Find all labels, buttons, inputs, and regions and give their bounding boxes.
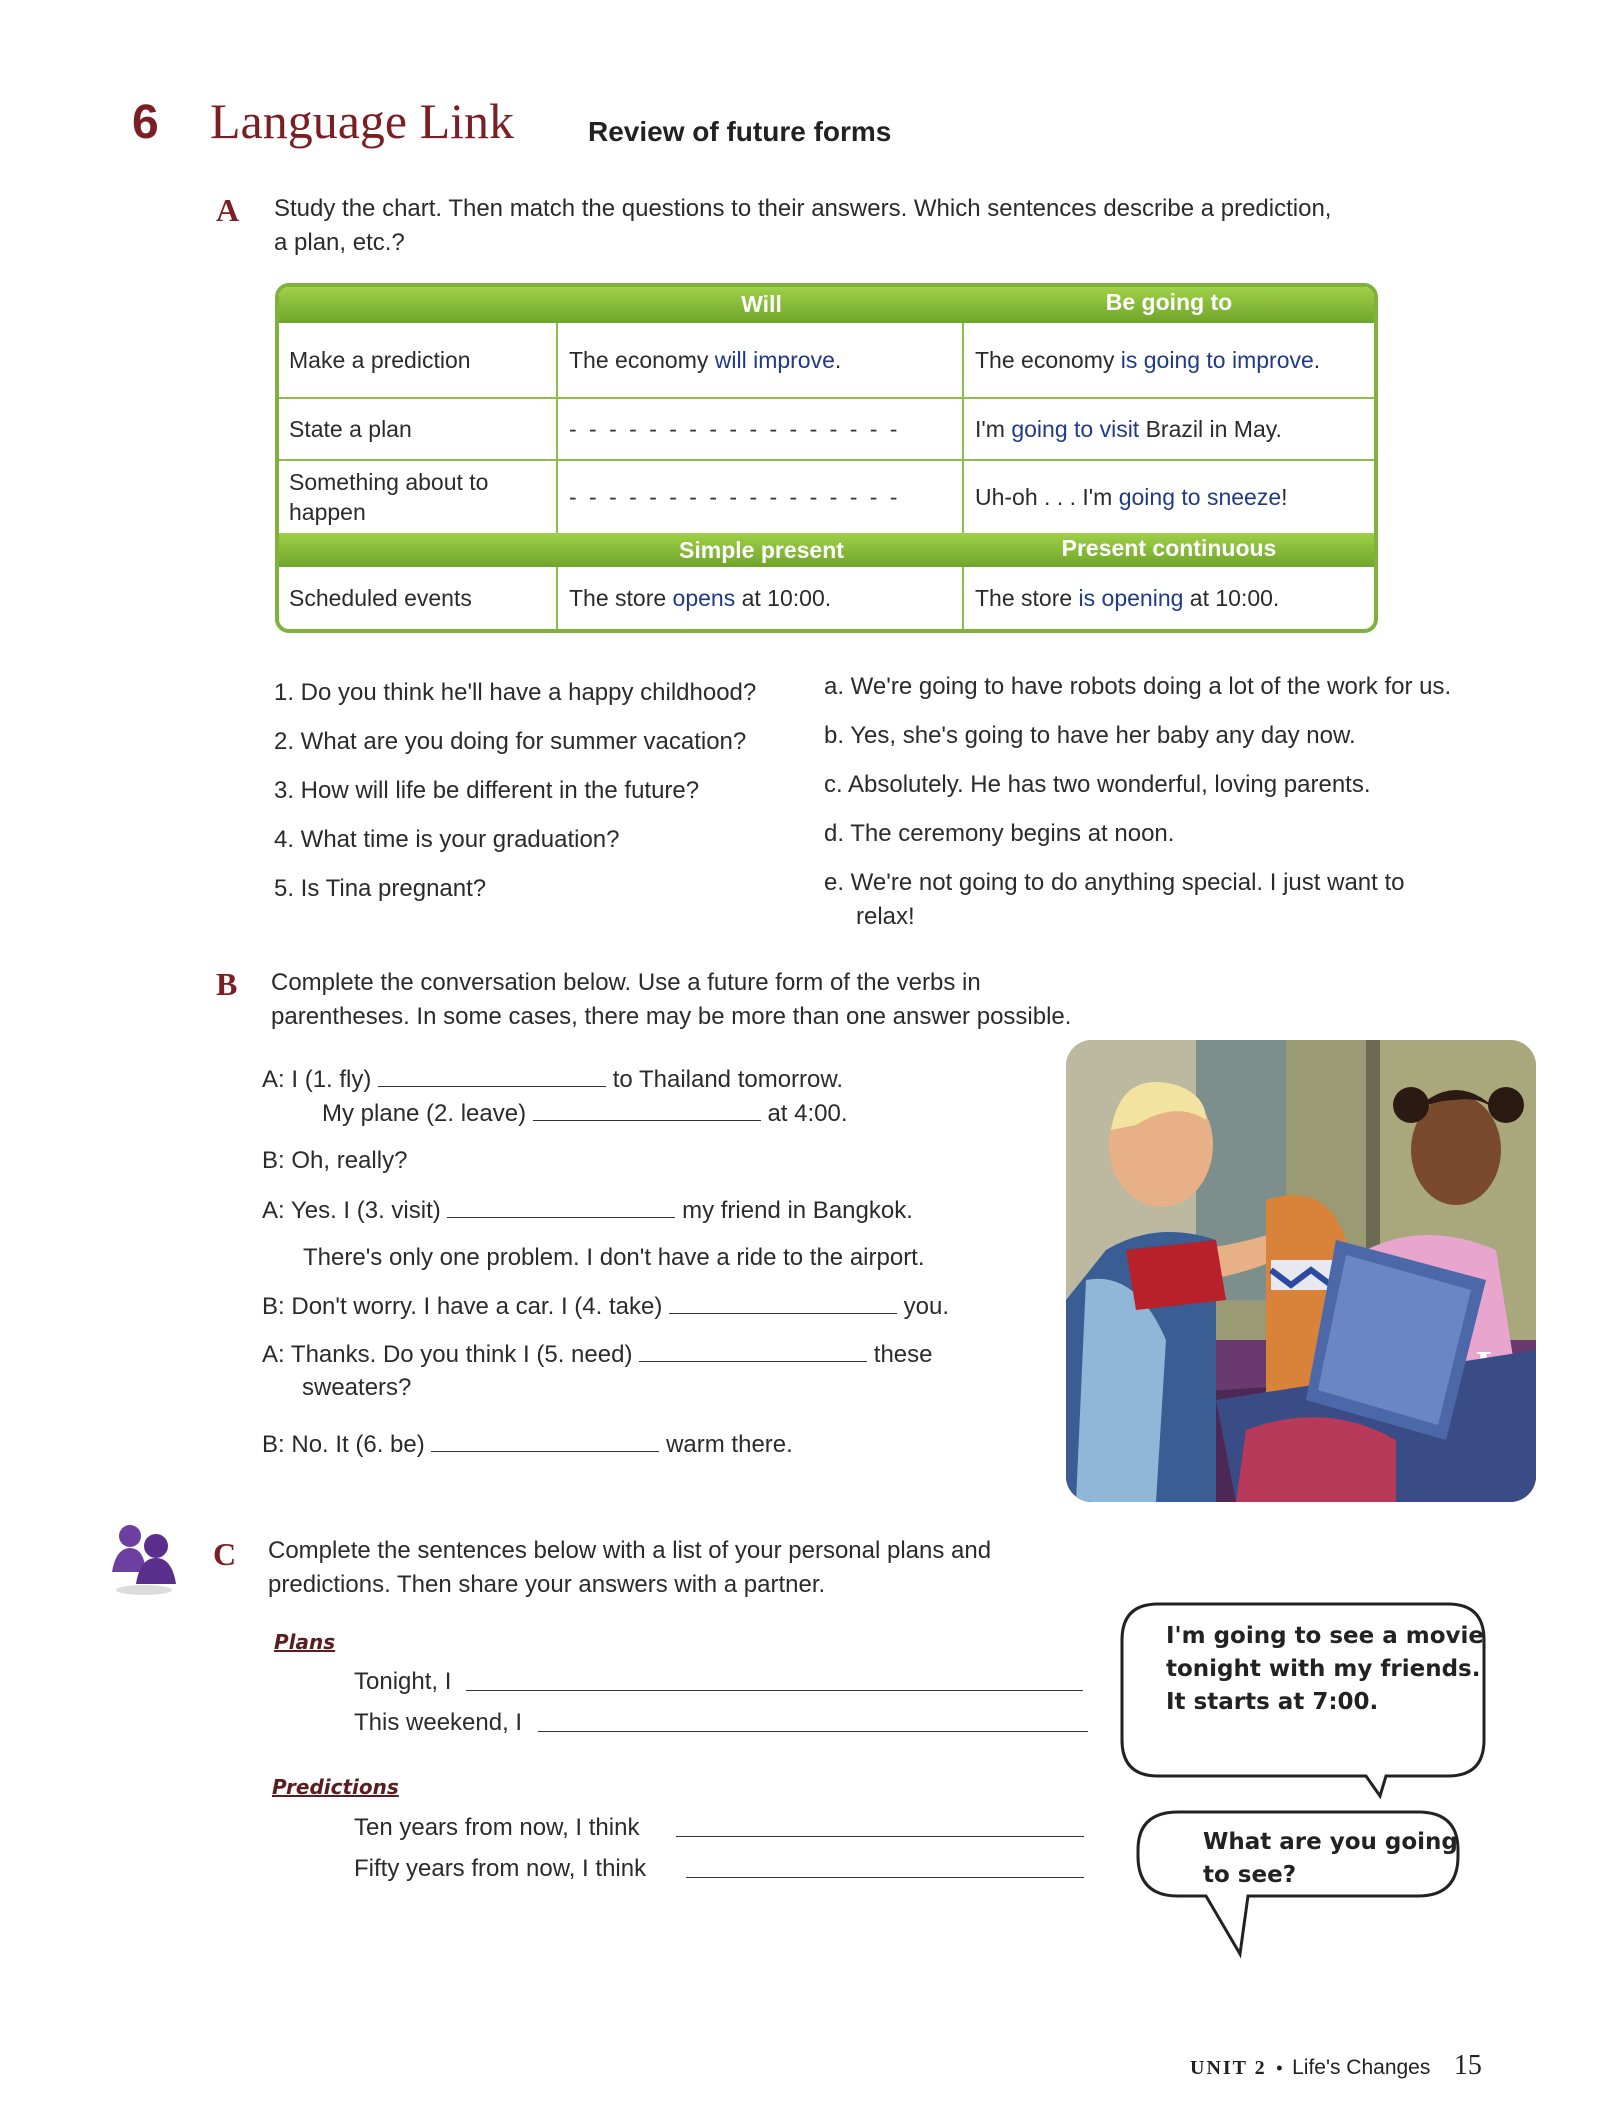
page-number: 15 — [1453, 2050, 1482, 2081]
conversation-line: A: Thanks. Do you think I (5. need) these — [262, 1337, 1022, 1371]
predictions-label: Predictions — [272, 1775, 399, 1799]
bubble-line: What are you going — [1203, 1829, 1458, 1855]
question-list — [274, 676, 756, 921]
instruction-line-2: predictions. Then share your answers with a partner. — [268, 1571, 826, 1598]
footer-topic: Life's Changes — [1292, 2056, 1431, 2079]
answer-blank-1[interactable] — [378, 1062, 606, 1087]
section-title: Language Link — [210, 93, 515, 149]
answer-blank-2[interactable] — [533, 1096, 761, 1121]
conversation — [262, 1062, 1022, 1461]
plans-label: Plans — [274, 1630, 336, 1654]
bubble-line: It starts at 7:00. — [1166, 1689, 1379, 1715]
cell-will: The economy will improve. — [569, 347, 842, 373]
grid-vline — [962, 323, 964, 533]
bubble-line: I'm going to see a movie — [1166, 1623, 1485, 1649]
row-label: Scheduled events — [289, 585, 472, 611]
prediction-answer-line-2[interactable] — [686, 1851, 1084, 1878]
conversation-line: A: Yes. I (3. visit) my friend in Bangkok. — [262, 1193, 1022, 1241]
instruction-line-2: a plan, etc.? — [274, 229, 405, 256]
speech-bubble-1-text — [1166, 1620, 1484, 1719]
footer-unit: UNIT 2 — [1190, 2057, 1267, 2079]
answer-item: c. Absolutely. He has two wonderful, loving parents. — [824, 771, 1371, 798]
section-c-instruction — [268, 1534, 1088, 1602]
conversation-line: B: Oh, really? — [262, 1147, 408, 1174]
answer-blank-4[interactable] — [669, 1289, 897, 1314]
page-footer — [1190, 2050, 1482, 2082]
grid-vline — [962, 567, 964, 629]
pair-work-icon — [108, 1520, 180, 1600]
conversation-line: B: Don't worry. I have a car. I (4. take) you. — [262, 1289, 1022, 1337]
section-a-instruction — [274, 192, 1504, 260]
instruction-line-1: Study the chart. Then match the questions to their answers. Which sentences describe a prediction, — [274, 195, 1332, 222]
grid-vline — [556, 567, 558, 629]
row-label: State a plan — [289, 416, 412, 442]
conversation-line: sweaters? — [302, 1374, 412, 1401]
plan-prompt-2: This weekend, I — [354, 1709, 523, 1736]
answer-item-cont: relax! — [856, 903, 915, 930]
answer-item: d. The ceremony begins at noon. — [824, 820, 1175, 847]
answer-item: b. Yes, she's going to have her baby any day now. — [824, 722, 1356, 749]
question-item: 2. What are you doing for summer vacation? — [274, 728, 747, 755]
row-label: Make a prediction — [289, 347, 471, 373]
section-c-letter: C — [213, 1536, 237, 1572]
conversation-line: There's only one problem. I don't have a ride to the airport. — [303, 1244, 925, 1271]
header-be-going-to: Be going to — [1105, 289, 1233, 315]
cell-going: Uh-oh . . . I'm going to sneeze! — [975, 484, 1288, 510]
cell-going: I'm going to visit Brazil in May. — [975, 416, 1282, 442]
section-b-letter: B — [216, 966, 238, 1002]
prediction-answer-line-1[interactable] — [676, 1810, 1084, 1837]
row-label: Something about to happen — [289, 469, 489, 525]
conversation-line: My plane (2. leave) at 4:00. — [262, 1096, 1022, 1144]
section-a-letter: A — [216, 192, 240, 228]
section-subtitle: Review of future forms — [588, 116, 892, 147]
instruction-line-2: parentheses. In some cases, there may be more than one answer possible. — [271, 1003, 1072, 1030]
answer-item: e. We're not going to do anything special. I just want to — [824, 869, 1405, 896]
section-b-instruction — [271, 966, 1171, 1034]
cell-will-empty: - - - - - - - - - - - - - - - - - — [569, 416, 901, 442]
question-item: 1. Do you think he'll have a happy childhood? — [274, 679, 757, 706]
plan-answer-line-2[interactable] — [538, 1705, 1088, 1732]
cell-will-empty: - - - - - - - - - - - - - - - - - — [569, 484, 901, 510]
prediction-prompt-1: Ten years from now, I think — [354, 1814, 640, 1841]
grid-vline — [556, 323, 558, 533]
plan-answer-line-1[interactable] — [466, 1664, 1083, 1691]
section-number: 6 — [132, 96, 159, 149]
bubble-line: to see? — [1203, 1862, 1297, 1888]
conversation-line: B: No. It (6. be) warm there. — [262, 1427, 1022, 1461]
question-item: 5. Is Tina pregnant? — [274, 875, 487, 902]
cell-going: The economy is going to improve. — [975, 347, 1321, 373]
prediction-prompt-2: Fifty years from now, I think — [354, 1855, 647, 1882]
cell-simple: The store opens at 10:00. — [569, 585, 832, 611]
answer-blank-6[interactable] — [431, 1427, 659, 1452]
answer-blank-5[interactable] — [639, 1337, 867, 1362]
cell-continuous: The store is opening at 10:00. — [975, 585, 1280, 611]
footer-bullet: • — [1276, 2058, 1283, 2078]
instruction-line-1: Complete the sentences below with a list of your personal plans and — [268, 1537, 992, 1564]
question-item: 4. What time is your graduation? — [274, 826, 620, 853]
instruction-line-1: Complete the conversation below. Use a future form of the verbs in — [271, 969, 981, 996]
header-will: Will — [741, 291, 782, 317]
header-simple-present: Simple present — [679, 537, 844, 563]
conversation-line: A: I (1. fly) to Thailand tomorrow. — [262, 1062, 1022, 1096]
future-forms-chart — [275, 283, 1378, 633]
bubble-line: tonight with my friends. — [1166, 1656, 1481, 1682]
packing-illustration — [1066, 1040, 1536, 1502]
plan-prompt-1: Tonight, I — [354, 1668, 452, 1695]
answer-item: a. We're going to have robots doing a lot of the work for us. — [824, 673, 1452, 700]
speech-bubble-2-text — [1203, 1826, 1458, 1892]
answer-list — [824, 670, 1451, 934]
header-present-continuous: Present continuous — [1061, 535, 1277, 561]
question-item: 3. How will life be different in the future? — [274, 777, 700, 804]
answer-blank-3[interactable] — [447, 1193, 675, 1218]
